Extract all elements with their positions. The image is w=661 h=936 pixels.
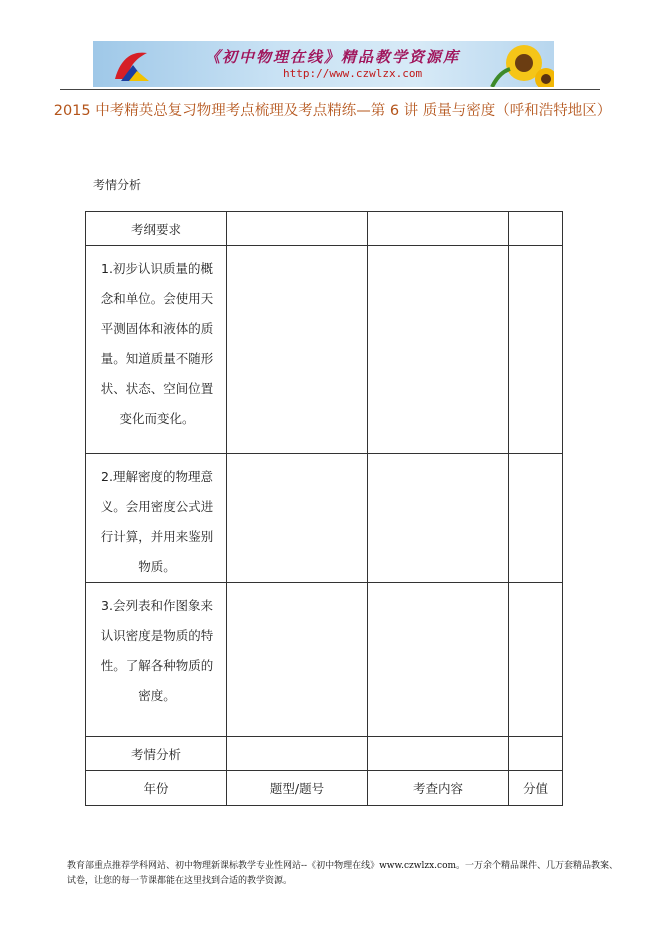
requirement-cell: 3.会列表和作图象来认识密度是物质的特性。了解各种物质的密度。 [86, 583, 227, 737]
table-row [86, 583, 563, 737]
empty-cell [509, 246, 563, 454]
empty-cell [509, 737, 563, 771]
empty-cell [368, 737, 509, 771]
exam-table [85, 211, 563, 806]
empty-cell [368, 583, 509, 737]
column-header-content: 考查内容 [368, 771, 509, 806]
section-label: 考情分析 [93, 178, 142, 192]
logo-icon [111, 47, 151, 83]
empty-cell [227, 737, 368, 771]
table-row [86, 771, 563, 806]
table-row [86, 246, 563, 454]
sunflower-icon [484, 41, 554, 87]
table-row [86, 212, 563, 246]
column-header-score: 分值 [509, 771, 563, 806]
empty-cell [227, 246, 368, 454]
footer-text: 教育部重点推荐学科网站、初中物理新课标教学专业性网站--《初中物理在线》www.czwlzx.com。一万余个精品课件、几万套精品教案、试卷，让您的每一节课都能在这里找到合适的教学资源。 [67, 861, 619, 886]
empty-cell [227, 454, 368, 583]
empty-cell [368, 212, 509, 246]
requirement-cell: 2.理解密度的物理意义。会用密度公式进行计算，并用来鉴别物质。 [86, 454, 227, 583]
column-header-type: 题型/题号 [227, 771, 368, 806]
header-banner [93, 41, 554, 87]
empty-cell [509, 583, 563, 737]
table-row [86, 737, 563, 771]
empty-cell [368, 246, 509, 454]
banner-title: 《初中物理在线》精品教学资源库 [205, 48, 461, 66]
analysis-label-cell: 考情分析 [86, 737, 227, 771]
empty-cell [509, 212, 563, 246]
page-title: 2015 中考精英总复习物理考点梳理及考点精练—第 6 讲 质量与密度（呼和浩特地区） [53, 103, 612, 119]
requirement-cell: 1.初步认识质量的概念和单位。会使用天平测固体和液体的质量。知道质量不随形状、状态、空间位置变化而变化。 [86, 246, 227, 454]
column-header-year: 年份 [86, 771, 227, 806]
empty-cell [368, 454, 509, 583]
empty-cell [227, 583, 368, 737]
empty-cell [509, 454, 563, 583]
header-rule [60, 89, 600, 90]
empty-cell [227, 212, 368, 246]
banner-url[interactable]: http://www.czwlzx.com [283, 67, 423, 80]
header-label-cell: 考纲要求 [86, 212, 227, 246]
table-row [86, 454, 563, 583]
